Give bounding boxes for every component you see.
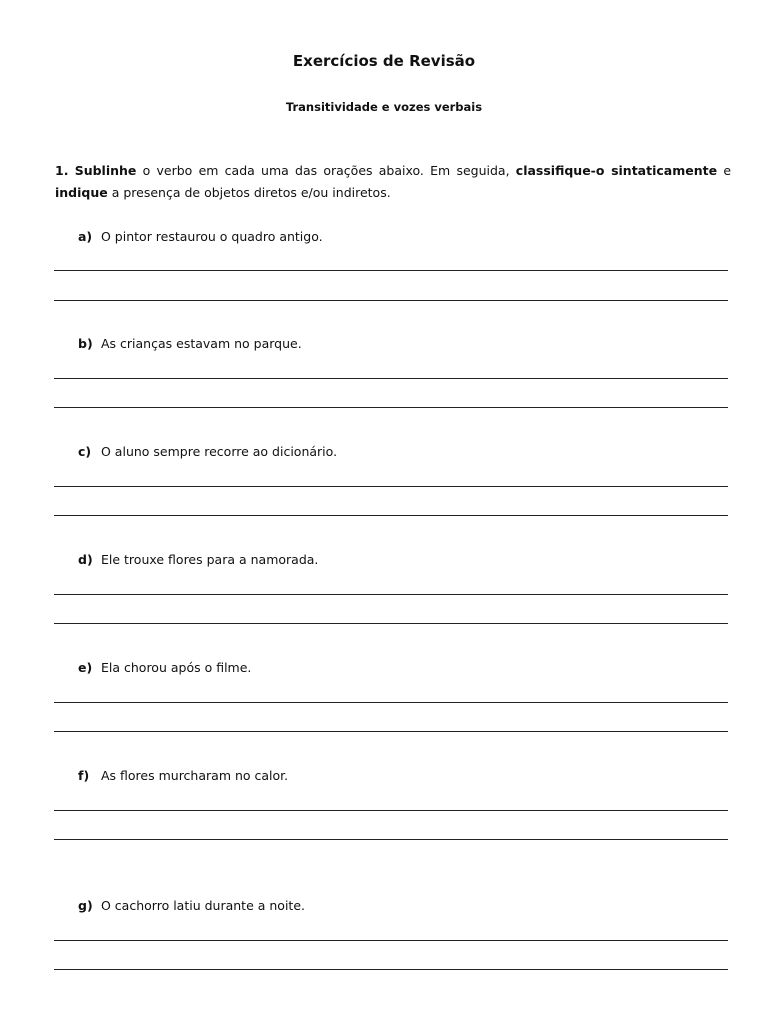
answer-line[interactable]	[54, 407, 728, 408]
answer-line[interactable]	[54, 810, 728, 811]
answer-line[interactable]	[54, 486, 728, 487]
answer-line[interactable]	[54, 702, 728, 703]
answer-line[interactable]	[54, 378, 728, 379]
instruction-text: e	[717, 163, 732, 178]
question-sentence: O aluno sempre recorre ao dicionário.	[101, 444, 338, 459]
instruction-keyword-classifique: classifique-o sintaticamente	[515, 163, 718, 178]
question-e	[78, 660, 251, 675]
answer-line[interactable]	[54, 300, 728, 301]
instruction-text: o verbo em cada uma das orações abaixo. Em seguida,	[136, 163, 516, 178]
answer-line[interactable]	[54, 940, 728, 941]
question-c	[78, 444, 337, 459]
answer-line[interactable]	[54, 731, 728, 732]
page-subtitle: Transitividade e vozes verbais	[285, 100, 483, 114]
instruction-keyword-indique: indique	[55, 185, 108, 200]
question-g	[78, 898, 305, 913]
question-d	[78, 552, 318, 567]
exercise-instructions	[55, 160, 731, 204]
answer-line[interactable]	[54, 270, 728, 271]
answer-line[interactable]	[54, 623, 728, 624]
question-letter: e)	[78, 660, 93, 675]
answer-line[interactable]	[54, 594, 728, 595]
question-a	[78, 229, 323, 244]
instruction-text: a presença de objetos diretos e/ou indiretos.	[107, 185, 391, 200]
instruction-keyword-sublinhe: Sublinhe	[74, 163, 137, 178]
answer-line[interactable]	[54, 839, 728, 840]
question-letter: g)	[78, 898, 93, 913]
question-letter: b)	[78, 336, 93, 351]
question-f	[78, 768, 288, 783]
question-letter: a)	[78, 229, 93, 244]
question-sentence: O pintor restaurou o quadro antigo.	[101, 229, 323, 244]
answer-line[interactable]	[54, 969, 728, 970]
question-b	[78, 336, 302, 351]
question-sentence: Ela chorou após o filme.	[101, 660, 252, 675]
question-sentence: Ele trouxe flores para a namorada.	[101, 552, 319, 567]
answer-line[interactable]	[54, 515, 728, 516]
question-letter: d)	[78, 552, 93, 567]
question-sentence: O cachorro latiu durante a noite.	[101, 898, 305, 913]
exercise-number: 1.	[55, 163, 69, 178]
question-sentence: As flores murcharam no calor.	[101, 768, 289, 783]
question-letter: f)	[78, 768, 90, 783]
question-letter: c)	[78, 444, 92, 459]
page-title: Exercícios de Revisão	[292, 52, 476, 70]
question-sentence: As crianças estavam no parque.	[101, 336, 302, 351]
